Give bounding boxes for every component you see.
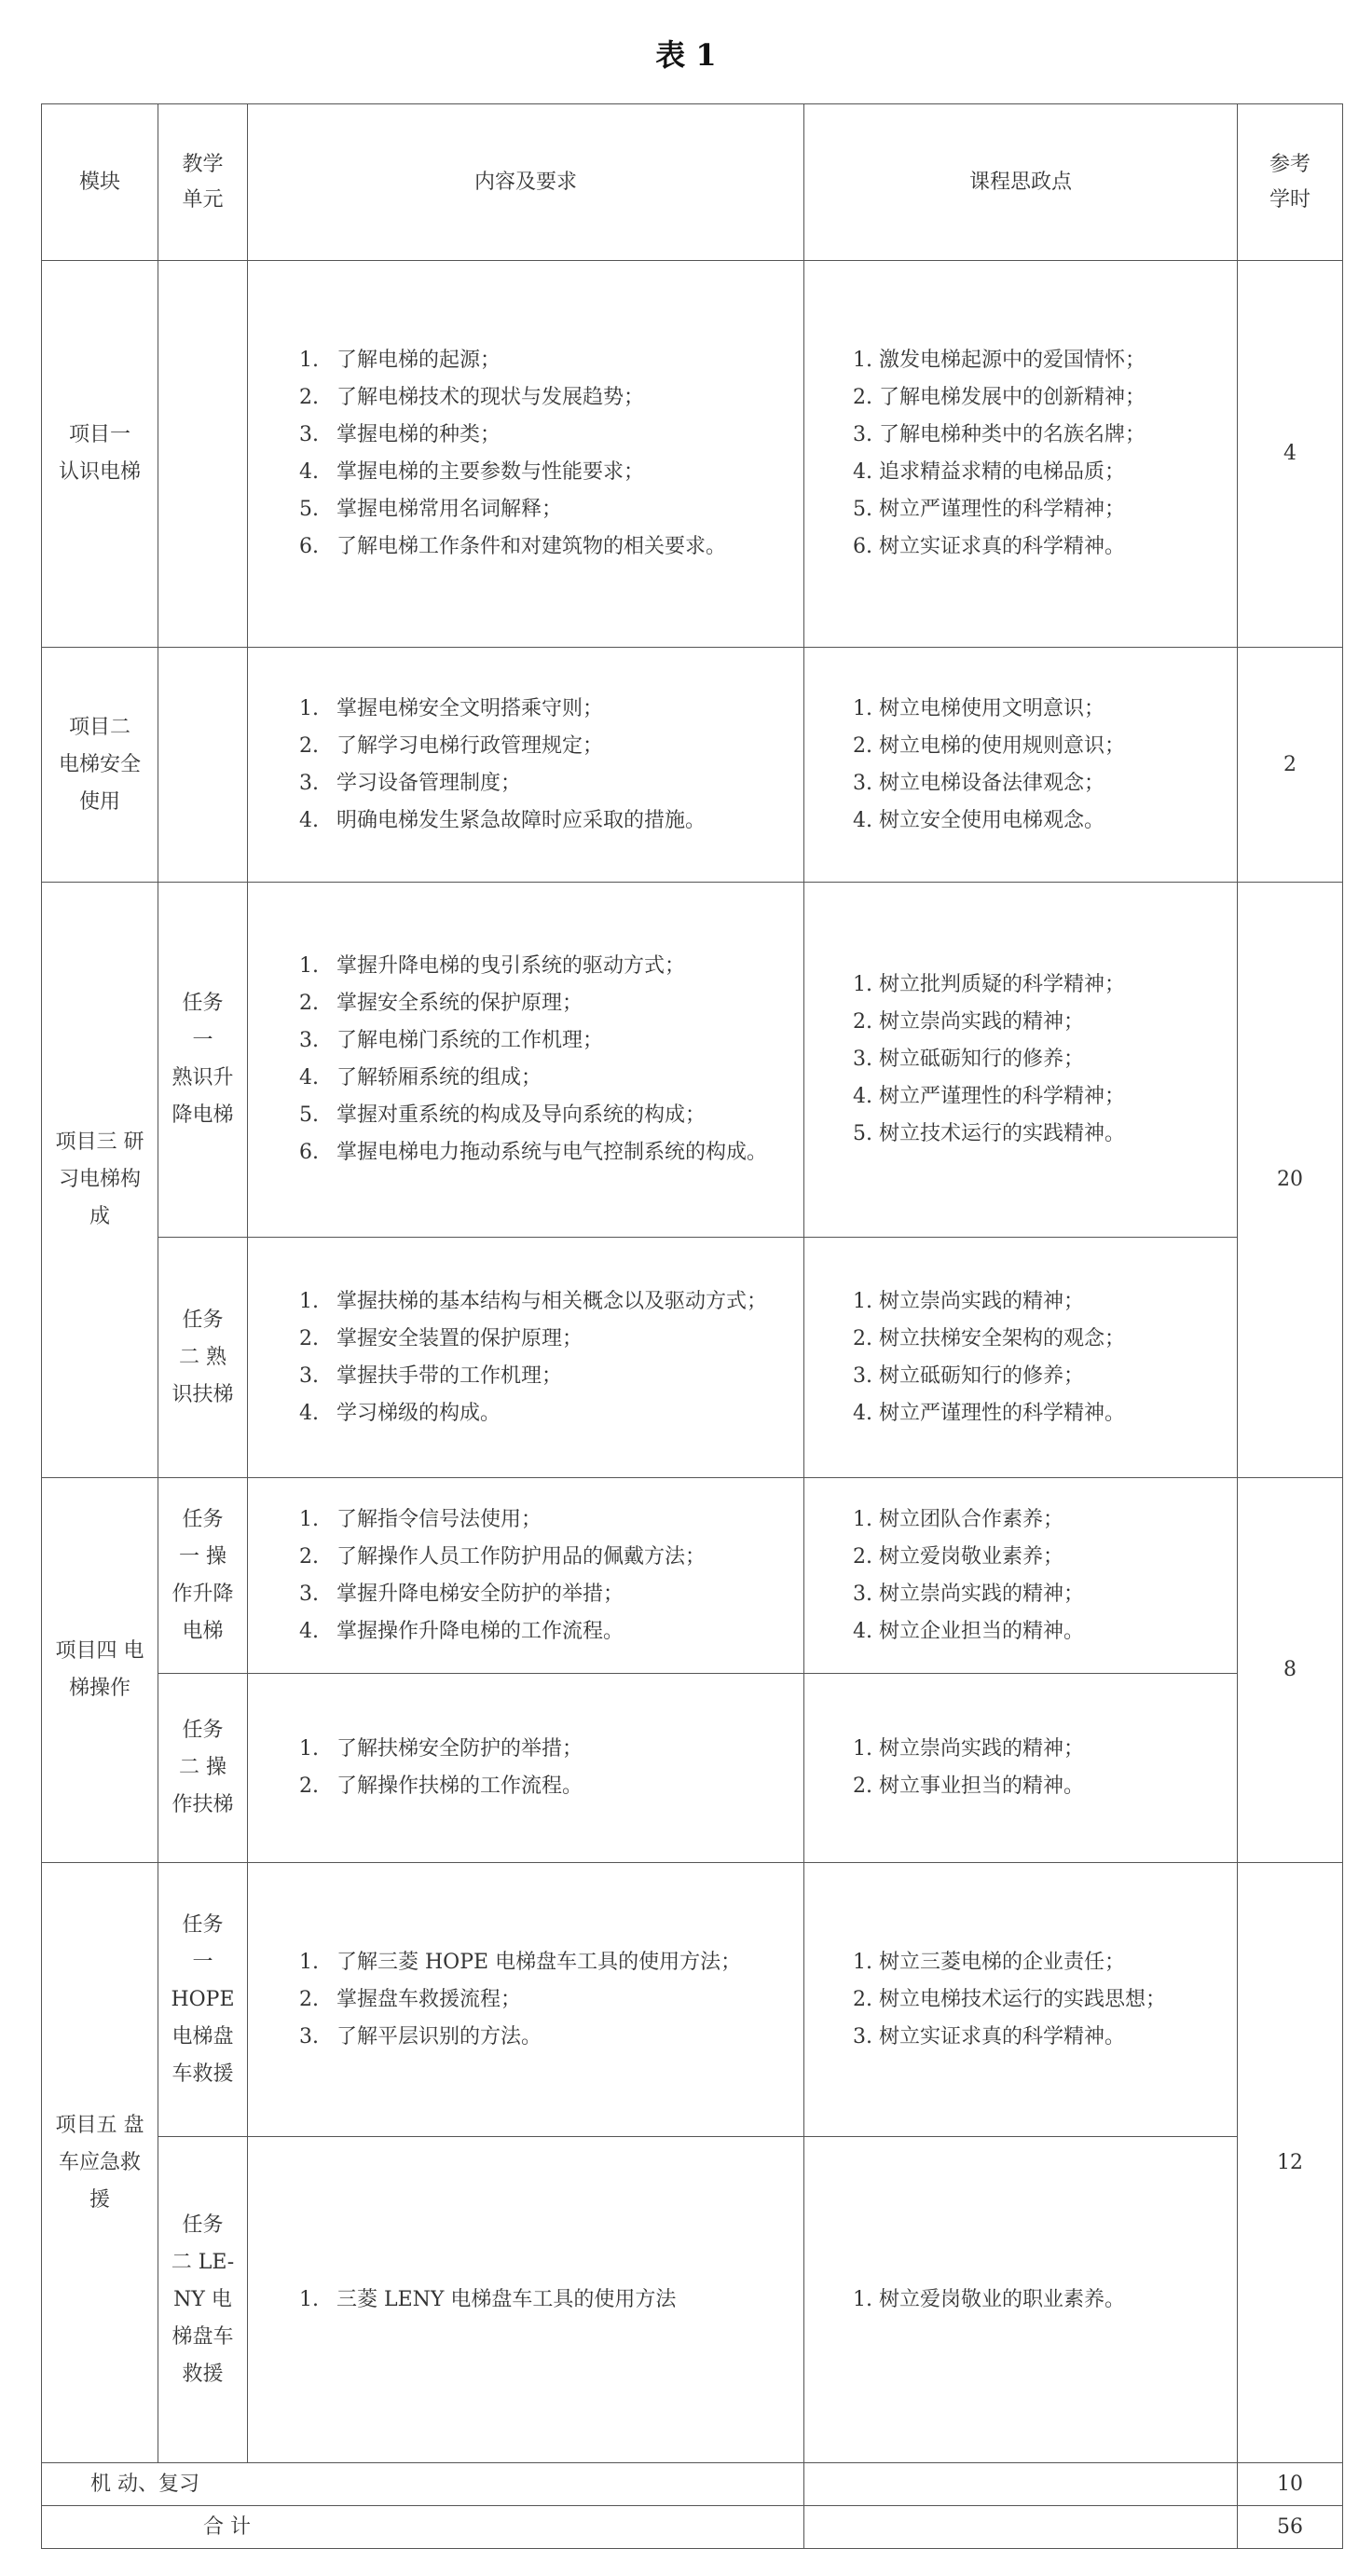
list-text: 了解指令信号法使用； [336, 1507, 542, 1531]
list-item: 3. 了解电梯种类中的名族名牌； [853, 423, 1146, 446]
list-item [299, 1097, 803, 1134]
total-label: 合 计 [42, 2506, 804, 2549]
list-item [299, 417, 803, 454]
list-item: 3. 树立实证求真的科学精神。 [853, 2024, 1125, 2048]
content-cell [248, 2137, 804, 2463]
list-item [299, 728, 803, 765]
content-list [248, 1944, 803, 2056]
list-number: 6. [299, 1141, 319, 1164]
list-item: 1. 树立批判质疑的科学精神； [853, 973, 1125, 996]
ideology-list [804, 2281, 1237, 2319]
module-cell: 项目二 电梯安全 使用 [42, 648, 158, 883]
list-number: 4. [299, 1619, 319, 1643]
list-number: 5. [299, 498, 319, 521]
list-text: 学习设备管理制度； [336, 771, 522, 795]
list-number: 5. [299, 1103, 319, 1127]
table-row [42, 1863, 1343, 2137]
list-text: 掌握电梯安全文明搭乘守则； [336, 696, 604, 720]
content-list [248, 1731, 803, 1805]
list-number: 1. [299, 1737, 319, 1761]
list-text: 掌握盘车救援流程； [336, 1987, 522, 2011]
list-item [299, 528, 803, 566]
list-item: 1. 树立电梯使用文明意识； [853, 696, 1104, 720]
header-ideology: 课程思政点 [804, 104, 1238, 261]
table-row [42, 648, 1343, 883]
list-item: 4. 追求精益求精的电梯品质； [853, 460, 1125, 484]
ideology-list [804, 691, 1237, 840]
list-number: 2. [299, 1326, 319, 1350]
list-item: 3. 树立电梯设备法律观念； [853, 771, 1104, 795]
content-list [248, 1501, 803, 1651]
list-number: 3. [299, 771, 319, 795]
ideology-list [804, 1731, 1237, 1805]
table-title: 表 1 [655, 37, 717, 73]
list-item [299, 1022, 803, 1060]
list-text: 掌握电梯的主要参数与性能要求； [336, 460, 645, 484]
module-cell: 项目四 电 梯操作 [42, 1478, 158, 1863]
list-item [299, 2281, 803, 2319]
module-cell: 项目五 盘 车应急救 援 [42, 1863, 158, 2463]
review-row [42, 2463, 1343, 2506]
list-item: 2. 树立爱岗敬业素养； [853, 1544, 1063, 1569]
content-cell [248, 1863, 804, 2137]
list-text: 学习梯级的构成。 [336, 1401, 501, 1425]
module-cell: 项目三 研 习电梯构 成 [42, 883, 158, 1478]
hours-cell: 12 [1238, 1863, 1343, 2463]
ideology-list [804, 1283, 1237, 1432]
list-number: 1. [299, 1507, 319, 1531]
content-list [248, 948, 803, 1172]
unit-cell [158, 648, 248, 883]
list-text: 掌握升降电梯安全防护的举措； [336, 1582, 624, 1606]
ideology-cell [804, 261, 1238, 648]
table-row [42, 2137, 1343, 2463]
list-number: 1. [299, 696, 319, 720]
list-item [299, 1731, 803, 1768]
list-item [299, 1539, 803, 1576]
table-row [42, 261, 1343, 648]
list-number: 2. [299, 1544, 319, 1569]
list-text: 了解操作扶梯的工作流程。 [336, 1774, 583, 1798]
ideology-list [804, 1501, 1237, 1651]
ideology-cell [804, 1863, 1238, 2137]
list-item [299, 1060, 803, 1097]
list-item: 5. 树立技术运行的实践精神。 [853, 1122, 1125, 1145]
list-number: 2. [299, 992, 319, 1015]
header-unit: 教学 单元 [158, 104, 248, 261]
list-item: 2. 树立事业担当的精神。 [853, 1774, 1084, 1798]
header-content: 内容及要求 [248, 104, 804, 261]
list-item [299, 491, 803, 528]
content-list [248, 691, 803, 840]
content-cell [248, 261, 804, 648]
ideology-cell [804, 1238, 1238, 1478]
content-cell [248, 1674, 804, 1863]
list-item: 2. 树立崇尚实践的精神； [853, 1010, 1084, 1034]
list-number: 3. [299, 1029, 319, 1052]
list-item [299, 1576, 803, 1613]
ideology-cell [804, 2137, 1238, 2463]
list-number: 3. [299, 1363, 319, 1388]
header-hours: 参考 学时 [1238, 104, 1343, 261]
list-number: 1. [299, 2287, 319, 2311]
list-text: 掌握升降电梯的曳引系统的驱动方式； [336, 954, 686, 978]
list-text: 了解电梯技术的现状与发展趋势； [336, 386, 645, 409]
hours-cell: 56 [1238, 2506, 1343, 2549]
unit-cell: 任务 二 操 作扶梯 [158, 1674, 248, 1863]
list-text: 掌握扶手带的工作机理； [336, 1363, 563, 1388]
unit-cell: 任务 一 操 作升降 电梯 [158, 1478, 248, 1674]
list-item: 5. 树立严谨理性的科学精神； [853, 498, 1125, 521]
list-item [299, 1358, 803, 1395]
list-item [299, 379, 803, 417]
list-item: 4. 树立严谨理性的科学精神。 [853, 1401, 1125, 1425]
list-item: 1. 树立三菱电梯的企业责任； [853, 1950, 1125, 1974]
content-list [248, 1283, 803, 1432]
header-module: 模块 [42, 104, 158, 261]
table-row [42, 1674, 1343, 1863]
list-item: 1. 树立团队合作素养； [853, 1507, 1063, 1531]
ideology-list [804, 342, 1237, 566]
list-item: 4. 树立严谨理性的科学精神； [853, 1085, 1125, 1108]
list-text: 掌握电梯的种类； [336, 423, 501, 446]
list-item: 1. 树立崇尚实践的精神； [853, 1737, 1084, 1761]
list-item [299, 1283, 803, 1321]
list-item: 3. 树立崇尚实践的精神； [853, 1582, 1084, 1606]
list-number: 4. [299, 1066, 319, 1089]
ideology-cell [804, 2506, 1238, 2549]
hours-cell: 2 [1238, 648, 1343, 883]
list-text: 了解学习电梯行政管理规定； [336, 733, 604, 758]
list-item [299, 1944, 803, 1981]
list-text: 了解三菱 HOPE 电梯盘车工具的使用方法； [336, 1950, 742, 1974]
list-number: 2. [299, 386, 319, 409]
list-item [299, 1768, 803, 1805]
list-item: 3. 树立砥砺知行的修养； [853, 1363, 1084, 1388]
list-item: 1. 树立爱岗敬业的职业素养。 [853, 2287, 1125, 2311]
header-row [42, 104, 1343, 261]
unit-cell [158, 261, 248, 648]
content-list [248, 342, 803, 566]
list-item [299, 802, 803, 840]
curriculum-table [41, 103, 1343, 2549]
ideology-list [804, 1944, 1237, 2056]
list-item: 2. 了解电梯发展中的创新精神； [853, 386, 1146, 409]
list-item: 2. 树立电梯技术运行的实践思想； [853, 1987, 1166, 2011]
ideology-cell [804, 648, 1238, 883]
list-item: 4. 树立企业担当的精神。 [853, 1619, 1084, 1643]
list-text: 了解电梯门系统的工作机理； [336, 1029, 604, 1052]
unit-cell: 任务 二 LE- NY 电 梯盘车 救援 [158, 2137, 248, 2463]
hours-cell: 10 [1238, 2463, 1343, 2506]
list-number: 4. [299, 1401, 319, 1425]
list-text: 三菱 LENY 电梯盘车工具的使用方法 [336, 2287, 677, 2311]
list-item [299, 948, 803, 985]
content-cell [248, 883, 804, 1238]
list-number: 4. [299, 808, 319, 832]
hours-cell: 8 [1238, 1478, 1343, 1863]
ideology-cell [804, 1478, 1238, 1674]
list-item [299, 1981, 803, 2019]
list-text: 了解轿厢系统的组成； [336, 1066, 542, 1089]
list-text: 掌握安全系统的保护原理； [336, 992, 583, 1015]
list-number: 2. [299, 1987, 319, 2011]
list-text: 掌握对重系统的构成及导向系统的构成； [336, 1103, 707, 1127]
unit-cell: 任务 一 熟识升 降电梯 [158, 883, 248, 1238]
list-number: 1. [299, 349, 319, 372]
list-item [299, 765, 803, 802]
list-item [299, 691, 803, 728]
list-text: 了解扶梯安全防护的举措； [336, 1737, 583, 1761]
list-text: 掌握扶梯的基本结构与相关概念以及驱动方式； [336, 1289, 768, 1313]
list-item: 2. 树立电梯的使用规则意识； [853, 733, 1125, 758]
total-row [42, 2506, 1343, 2549]
hours-cell: 4 [1238, 261, 1343, 648]
unit-cell: 任务 二 熟 识扶梯 [158, 1238, 248, 1478]
list-number: 3. [299, 1582, 319, 1606]
list-item: 1. 树立崇尚实践的精神； [853, 1289, 1084, 1313]
content-cell [248, 1238, 804, 1478]
list-item [299, 1501, 803, 1539]
table-row [42, 1238, 1343, 1478]
list-text: 掌握操作升降电梯的工作流程。 [336, 1619, 624, 1643]
list-number: 3. [299, 2024, 319, 2048]
list-number: 4. [299, 460, 319, 484]
list-text: 掌握安全装置的保护原理； [336, 1326, 583, 1350]
list-item [299, 454, 803, 491]
list-text: 了解电梯的起源； [336, 349, 501, 372]
list-item [299, 1321, 803, 1358]
list-item: 4. 树立安全使用电梯观念。 [853, 808, 1104, 832]
review-label: 机 动、复习 [42, 2463, 804, 2506]
list-number: 6. [299, 535, 319, 558]
list-text: 掌握电梯电力拖动系统与电气控制系统的构成。 [336, 1141, 768, 1164]
list-item [299, 342, 803, 379]
list-text: 了解操作人员工作防护用品的佩戴方法； [336, 1544, 707, 1569]
ideology-cell [804, 883, 1238, 1238]
list-text: 掌握电梯常用名词解释； [336, 498, 563, 521]
list-text: 明确电梯发生紧急故障时应采取的措施。 [336, 808, 707, 832]
hours-cell: 20 [1238, 883, 1343, 1478]
module-cell: 项目一 认识电梯 [42, 261, 158, 648]
ideology-cell [804, 1674, 1238, 1863]
list-item: 6. 树立实证求真的科学精神。 [853, 535, 1125, 558]
unit-cell: 任务 一 HOPE 电梯盘 车救援 [158, 1863, 248, 2137]
list-item [299, 1134, 803, 1172]
content-cell [248, 1478, 804, 1674]
list-text: 了解电梯工作条件和对建筑物的相关要求。 [336, 535, 727, 558]
ideology-list [804, 966, 1237, 1153]
list-item: 3. 树立砥砺知行的修养； [853, 1048, 1084, 1071]
list-number: 2. [299, 1774, 319, 1798]
table-row [42, 1478, 1343, 1674]
list-number: 1. [299, 1289, 319, 1313]
table-row [42, 883, 1343, 1238]
list-item [299, 1613, 803, 1651]
list-item: 1. 激发电梯起源中的爱国情怀； [853, 349, 1146, 372]
list-number: 2. [299, 733, 319, 758]
content-list [248, 2281, 803, 2319]
content-cell [248, 648, 804, 883]
list-text: 了解平层识别的方法。 [336, 2024, 542, 2048]
list-item [299, 985, 803, 1022]
list-number: 1. [299, 1950, 319, 1974]
list-number: 1. [299, 954, 319, 978]
ideology-cell [804, 2463, 1238, 2506]
list-item [299, 1395, 803, 1432]
list-item: 2. 树立扶梯安全架构的观念； [853, 1326, 1125, 1350]
list-number: 3. [299, 423, 319, 446]
list-item [299, 2019, 803, 2056]
